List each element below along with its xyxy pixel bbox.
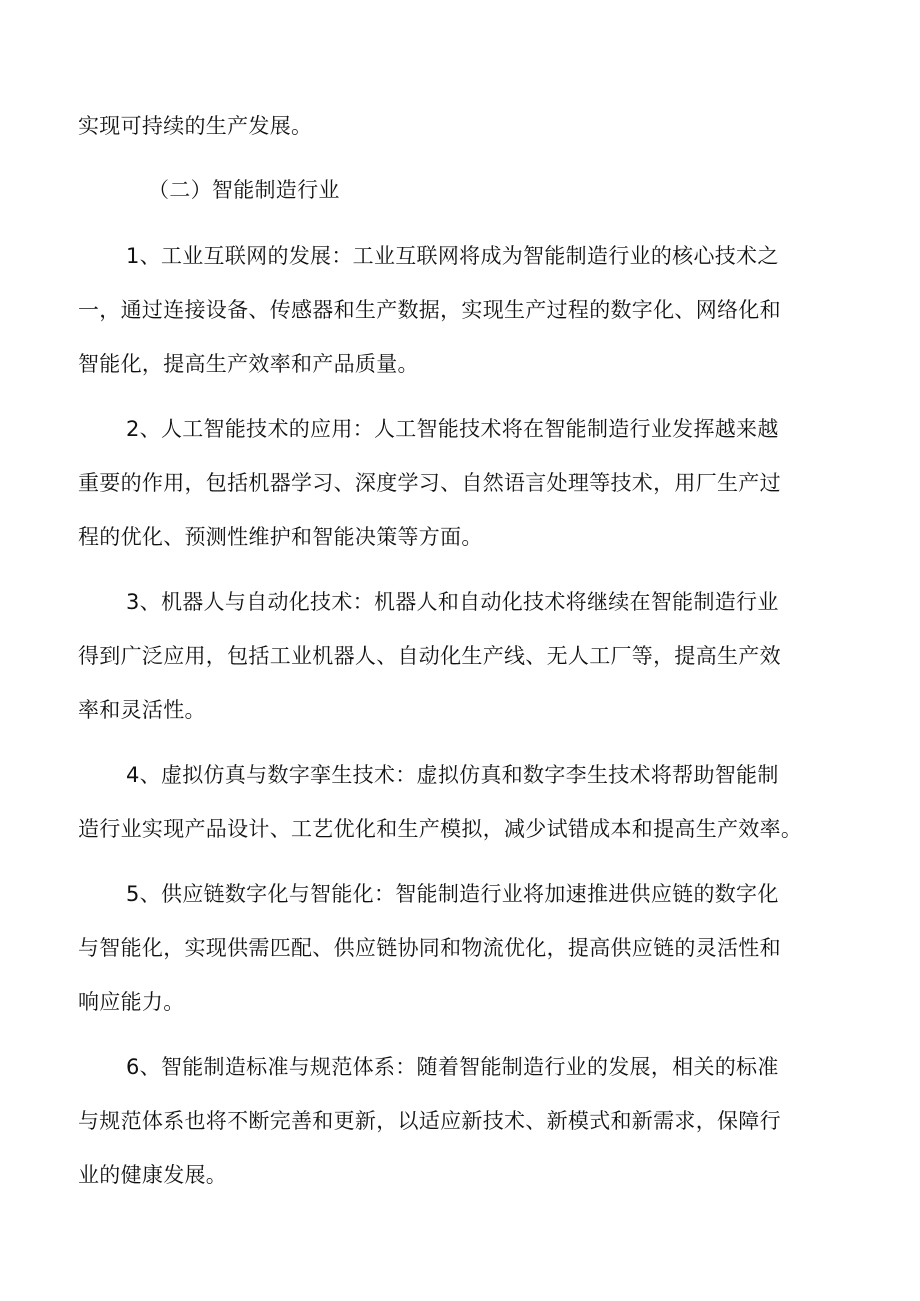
item-2-line-3: 程的优化、预测性维护和智能决策等方面。 (78, 525, 483, 549)
item-5-line-2: 与智能化，实现供需匹配、供应链协同和物流优化，提高供应链的灵活性和 (78, 936, 781, 960)
section-heading: （二）智能制造行业 (148, 178, 340, 202)
paragraph-continuation-line: 实现可持续的生产发展。 (78, 114, 313, 138)
item-5-line-1: 5、供应链数字化与智能化：智能制造行业将加速推进供应链的数字化 (126, 882, 779, 906)
item-5-line-3: 响应能力。 (78, 990, 185, 1014)
item-3-line-3: 率和灵活性。 (78, 698, 206, 722)
item-1-line-1: 1、工业互联网的发展：工业互联网将成为智能制造行业的核心技术之 (126, 244, 779, 268)
item-4-line-1: 4、虚拟仿真与数字挛生技术：虚拟仿真和数字李生技术将帮助智能制 (126, 763, 779, 787)
item-6-line-2: 与规范体系也将不断完善和更新，以适应新技术、新模式和新需求，保障行 (78, 1109, 781, 1133)
item-2-line-2: 重要的作用，包括机器学习、深度学习、自然语言处理等技术，用厂生产过 (78, 471, 781, 495)
item-2-line-1: 2、人工智能技术的应用：人工智能技术将在智能制造行业发挥越来越 (126, 417, 779, 441)
item-3-line-2: 得到广泛应用，包括工业机器人、自动化生产线、无人工厂等，提高生产效 (78, 644, 781, 668)
item-6-line-1: 6、智能制造标准与规范体系：随着智能制造行业的发展，相关的标准 (126, 1055, 779, 1079)
item-4-line-2: 造行业实现产品设计、工艺优化和生产模拟，减少试错成本和提高生产效率。 (78, 817, 803, 841)
item-6-line-3: 业的健康发展。 (78, 1163, 228, 1187)
item-1-line-3: 智能化，提高生产效率和产品质量。 (78, 352, 419, 376)
item-1-line-2: 一，通过连接设备、传感器和生产数据，实现生产过程的数字化、网络化和 (78, 298, 781, 322)
item-3-line-1: 3、机器人与自动化技术：机器人和自动化技术将继续在智能制造行业 (126, 590, 779, 614)
